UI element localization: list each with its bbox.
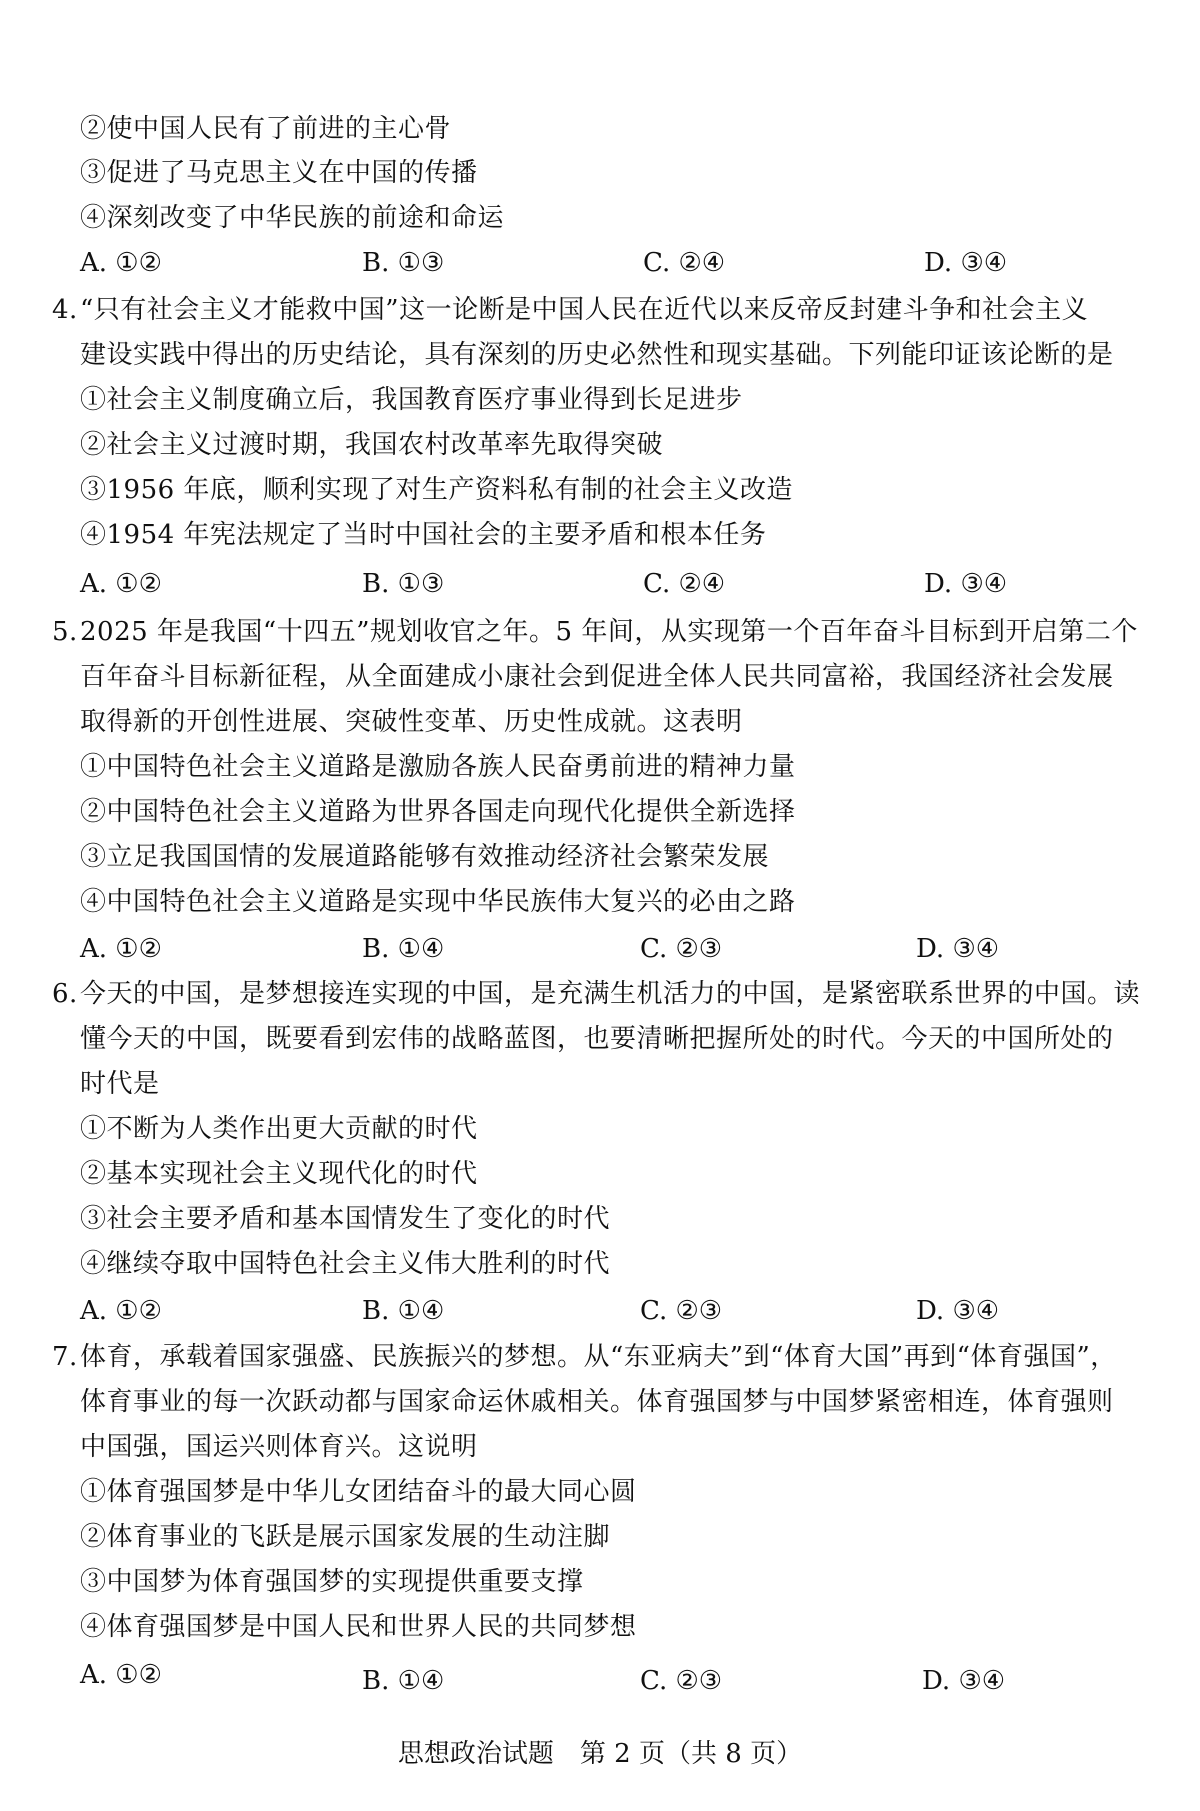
q6-stem-line-2: 懂今天的中国，既要看到宏伟的战略蓝图，也要清晰把握所处的时代。今天的中国所处的 bbox=[80, 1024, 1114, 1054]
q4-option-1: ①社会主义制度确立后，我国教育医疗事业得到长足进步 bbox=[80, 385, 743, 415]
q6-choice-b: B. ①④ bbox=[362, 1296, 445, 1326]
q4-option-3: ③1956 年底，顺利实现了对生产资料私有制的社会主义改造 bbox=[80, 475, 793, 505]
q7-number: 7. bbox=[52, 1342, 78, 1372]
q5-choice-d: D. ③④ bbox=[916, 934, 1000, 964]
q4-number: 4. bbox=[52, 295, 78, 325]
q7-option-4: ④体育强国梦是中国人民和世界人民的共同梦想 bbox=[80, 1612, 637, 1642]
q6-option-2: ②基本实现社会主义现代化的时代 bbox=[80, 1159, 478, 1189]
q4-choice-b: B. ①③ bbox=[362, 569, 445, 599]
q6-choice-d: D. ③④ bbox=[916, 1296, 1000, 1326]
q3-choice-b: B. ①③ bbox=[362, 248, 445, 278]
q7-option-3: ③中国梦为体育强国梦的实现提供重要支撑 bbox=[80, 1567, 584, 1597]
q7-stem-line-3: 中国强，国运兴则体育兴。这说明 bbox=[80, 1432, 478, 1462]
q5-stem-line-3: 取得新的开创性进展、突破性变革、历史性成就。这表明 bbox=[80, 707, 743, 737]
q6-option-3: ③社会主要矛盾和基本国情发生了变化的时代 bbox=[80, 1204, 611, 1234]
q7-choice-d: D. ③④ bbox=[922, 1666, 1006, 1696]
q6-option-1: ①不断为人类作出更大贡献的时代 bbox=[80, 1114, 478, 1144]
q3-option-2: ②使中国人民有了前进的主心骨 bbox=[80, 114, 452, 144]
q6-stem-line-3: 时代是 bbox=[80, 1069, 160, 1099]
page-footer: 思想政治试题 第 2 页（共 8 页） bbox=[397, 1739, 803, 1769]
q5-option-3: ③立足我国国情的发展道路能够有效推动经济社会繁荣发展 bbox=[80, 842, 770, 872]
q7-option-1: ①体育强国梦是中华儿女团结奋斗的最大同心圆 bbox=[80, 1477, 637, 1507]
q7-choice-b: B. ①④ bbox=[362, 1666, 445, 1696]
q5-stem-line-2: 百年奋斗目标新征程，从全面建成小康社会到促进全体人民共同富裕，我国经济社会发展 bbox=[80, 662, 1114, 692]
q6-option-4: ④继续夺取中国特色社会主义伟大胜利的时代 bbox=[80, 1249, 611, 1279]
q7-option-2: ②体育事业的飞跃是展示国家发展的生动注脚 bbox=[80, 1522, 611, 1552]
q4-choice-c: C. ②④ bbox=[643, 569, 726, 599]
q4-choice-d: D. ③④ bbox=[924, 569, 1008, 599]
q7-stem-line-2: 体育事业的每一次跃动都与国家命运休戚相关。体育强国梦与中国梦紧密相连，体育强则 bbox=[80, 1387, 1114, 1417]
q7-stem-line-1: 7.体育，承载着国家强盛、民族振兴的梦想。从“东亚病夫”到“体育大国”再到“体育强国”， bbox=[52, 1342, 1117, 1372]
q5-option-1: ①中国特色社会主义道路是激励各族人民奋勇前进的精神力量 bbox=[80, 752, 796, 782]
q4-stem-line-2: 建设实践中得出的历史结论，具有深刻的历史必然性和现实基础。下列能印证该论断的是 bbox=[80, 340, 1114, 370]
q5-number: 5. bbox=[52, 617, 78, 647]
q3-option-4: ④深刻改变了中华民族的前途和命运 bbox=[80, 203, 505, 233]
q5-option-2: ②中国特色社会主义道路为世界各国走向现代化提供全新选择 bbox=[80, 797, 796, 827]
q5-option-4: ④中国特色社会主义道路是实现中华民族伟大复兴的必由之路 bbox=[80, 887, 796, 917]
q3-choice-c: C. ②④ bbox=[643, 248, 726, 278]
q6-choice-c: C. ②③ bbox=[640, 1296, 723, 1326]
q4-stem-line-1: 4.“只有社会主义才能救中国”这一论断是中国人民在近代以来反帝反封建斗争和社会主义 bbox=[52, 295, 1089, 325]
q6-stem-line-1: 6.今天的中国，是梦想接连实现的中国，是充满生机活力的中国，是紧密联系世界的中国。读 bbox=[52, 979, 1141, 1009]
q7-choice-c: C. ②③ bbox=[640, 1666, 723, 1696]
q6-choice-a: A. ①② bbox=[80, 1296, 162, 1326]
q4-choice-a: A. ①② bbox=[80, 569, 162, 599]
q4-option-2: ②社会主义过渡时期，我国农村改革率先取得突破 bbox=[80, 430, 664, 460]
q3-choice-d: D. ③④ bbox=[924, 248, 1008, 278]
q5-stem-line-1: 5.2025 年是我国“十四五”规划收官之年。5 年间，从实现第一个百年奋斗目标到开启第二个 bbox=[52, 617, 1138, 647]
q5-choice-a: A. ①② bbox=[80, 934, 162, 964]
q5-choice-c: C. ②③ bbox=[640, 934, 723, 964]
q7-choice-a: A. ①② bbox=[80, 1660, 162, 1690]
q3-option-3: ③促进了马克思主义在中国的传播 bbox=[80, 158, 478, 188]
q3-choice-a: A. ①② bbox=[80, 248, 162, 278]
q4-option-4: ④1954 年宪法规定了当时中国社会的主要矛盾和根本任务 bbox=[80, 520, 767, 550]
q5-choice-b: B. ①④ bbox=[362, 934, 445, 964]
q6-number: 6. bbox=[52, 979, 78, 1009]
